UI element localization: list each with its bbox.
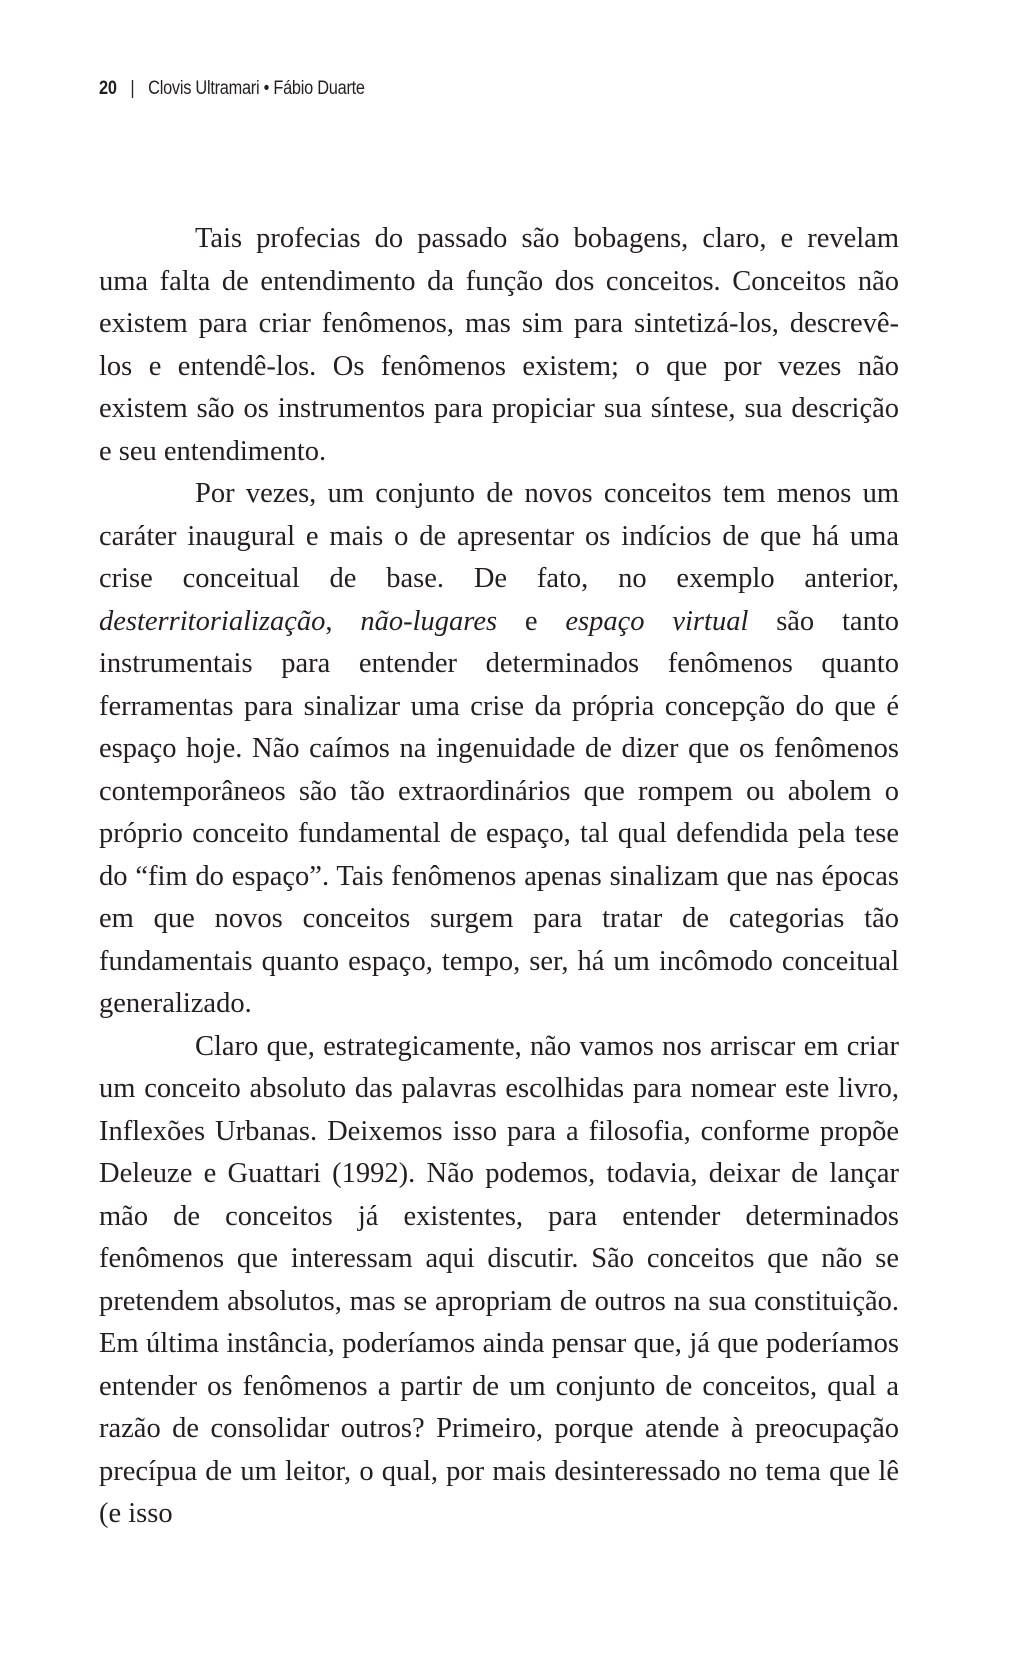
term-espaco-virtual: espaço virtual — [565, 605, 749, 637]
paragraph-2-text: e — [497, 605, 566, 637]
paragraph-2-text: são tanto instrumentais para entender determinados fenômenos quanto ferramentas para sinalizar uma crise da própria concepção do que é espaço hoje. Não caímos na ingenuidade de dizer que os fenômenos contemporâneos são tão extraordinários que rompem ou abolem o próprio conceito fundamental de espaço, tal qual defendida pela tese do “fim do espaço”. Tais fenômenos apenas sinalizam que nas épocas em que novos conceitos surgem para tratar de categorias tão fundamentais quanto espaço, tempo, ser, há um incômodo conceitual generalizado. — [99, 605, 899, 1019]
term-desterritorializacao: desterritorialização — [99, 605, 326, 637]
paragraph-3: Claro que, estrategicamente, não vamos nos arriscar em criar um conceito absoluto das palavras escolhidas para nomear este livro, Inflexões Urbanas. Deixemos isso para a filosofia, conforme propõe Deleuze e Guattari (1992). Não podemos, todavia, deixar de lançar mão de conceitos já existentes, para entender determinados fenômenos que interessam aqui discutir. São conceitos que não se pretendem absolutos, mas se apropriam de outros na sua constituição. Em última instância, poderíamos ainda pensar que, já que poderíamos entender os fenômenos a partir de um conjunto de conceitos, qual a razão de consolidar outros? Primeiro, porque atende à preocupação precípua de um leitor, o qual, por mais desinteressado no tema que lê (e isso — [99, 1030, 899, 1529]
term-nao-lugares: não-lugares — [360, 605, 498, 637]
body-text — [99, 218, 899, 1536]
page-number: 20 — [99, 78, 117, 99]
header-authors: Clovis Ultramari • Fábio Duarte — [148, 78, 365, 99]
paragraph-2-text: , — [325, 605, 361, 637]
paragraph-1: Tais profecias do passado são bobagens, claro, e revelam uma falta de entendimento da função dos conceitos. Conceitos não existem para criar fenômenos, mas sim para sintetizá-los, descrevê-los e entendê-los. Os fenômenos existem; o que por vezes não existem são os instrumentos para propiciar sua síntese, sua descrição e seu entendimento. — [99, 223, 899, 467]
paragraph-2-text: Por vezes, um conjunto de novos conceitos tem menos um caráter inaugural e mais o de apresentar os indícios de que há uma crise conceitual de base. De fato, no exemplo anterior, — [99, 478, 899, 594]
running-header — [99, 78, 365, 100]
header-separator: | — [130, 78, 135, 99]
paragraph-2 — [99, 473, 899, 1026]
